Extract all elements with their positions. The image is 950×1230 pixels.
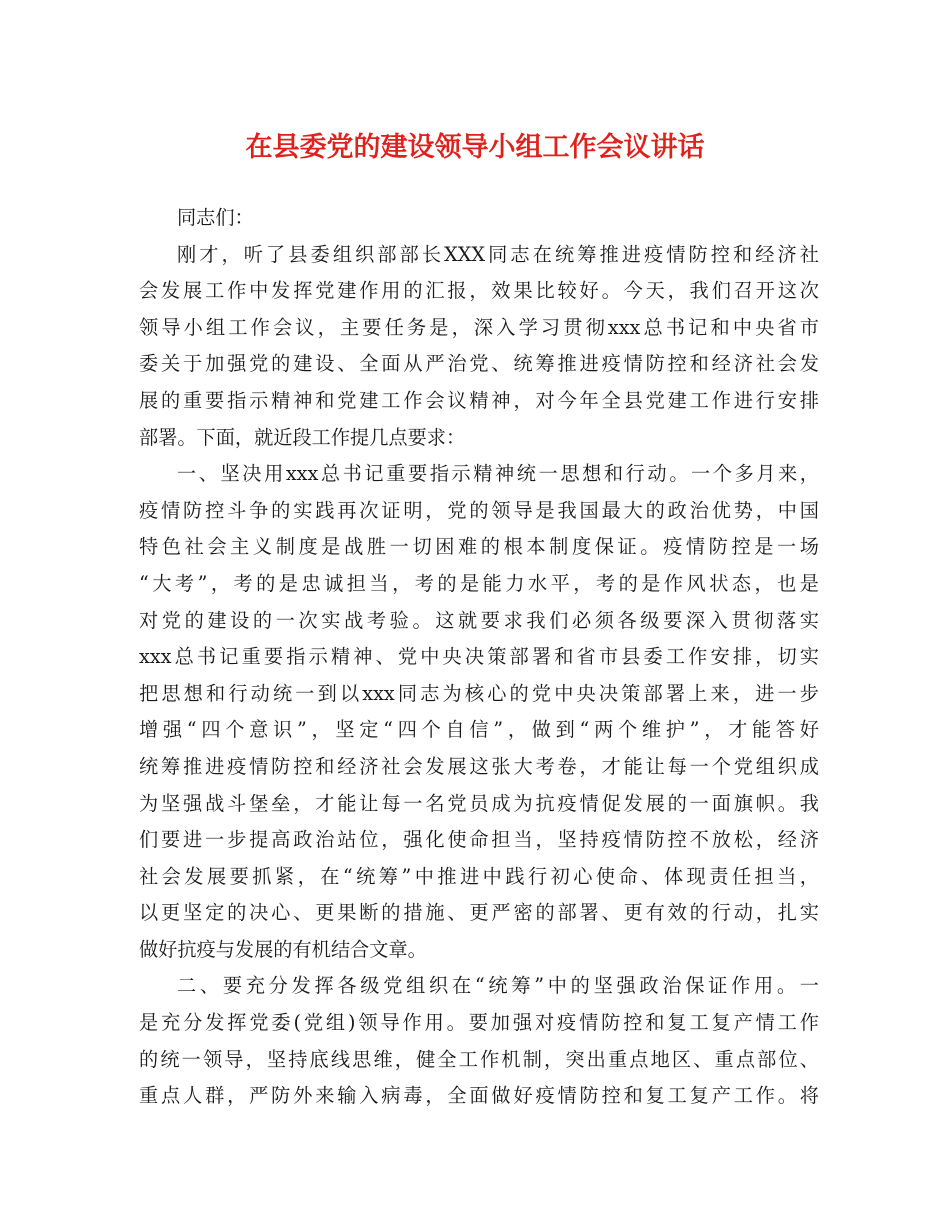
body-line: 增强“四个意识”，坚定“四个自信”，做到“两个维护”，才能答好 — [139, 718, 819, 742]
document-body — [139, 200, 819, 1115]
body-line: 一、坚决用xxx总书记重要指示精神统一思想和行动。一个多月来， — [177, 462, 819, 486]
body-line: “大考”，考的是忠诚担当，考的是能力水平，考的是作风状态，也是 — [139, 571, 819, 595]
body-line: 重点人群，严防外来输入病毒，全面做好疫情防控和复工复产工作。将 — [139, 1084, 819, 1108]
body-line: 做好抗疫与发展的有机结合文章。 — [139, 937, 427, 961]
body-line: 们要进一步提高政治站位，强化使命担当，坚持疫情防控不放松，经济 — [139, 828, 819, 852]
body-line: 疫情防控斗争的实践再次证明，党的领导是我国最大的政治优势，中国 — [139, 498, 819, 522]
body-line: 二、要充分发挥各级党组织在“统筹”中的坚强政治保证作用。一 — [177, 974, 819, 998]
body-line: 部署。下面，就近段工作提几点要求： — [139, 425, 466, 449]
body-line: 社会发展要抓紧，在“统筹”中推进中践行初心使命、体现责任担当， — [139, 864, 819, 888]
document-title: 在县委党的建设领导小组工作会议讲话 — [245, 132, 705, 163]
body-line: 委关于加强党的建设、全面从严治党、统筹推进疫情防控和经济社会发 — [139, 352, 819, 376]
body-line: 的统一领导，坚持底线思维，健全工作机制，突出重点地区、重点部位、 — [139, 1047, 819, 1071]
body-line: 为坚强战斗堡垒，才能让每一名党员成为抗疫情促发展的一面旗帜。我 — [139, 791, 819, 815]
body-line: 以更坚定的决心、更果断的措施、更严密的部署、更有效的行动，扎实 — [139, 901, 819, 925]
body-line: 展的重要指示精神和党建工作会议精神，对今年全县党建工作进行安排 — [139, 388, 819, 412]
body-line: 同志们： — [177, 206, 254, 229]
body-line: 会发展工作中发挥党建作用的汇报，效果比较好。今天，我们召开这次 — [139, 279, 819, 303]
body-line: 统筹推进疫情防控和经济社会发展这张大考卷，才能让每一个党组织成 — [139, 754, 819, 778]
body-line: 领导小组工作会议，主要任务是，深入学习贯彻xxx总书记和中央省市 — [139, 315, 819, 339]
body-line: 对党的建设的一次实战考验。这就要求我们必须各级要深入贯彻落实 — [139, 608, 819, 632]
body-line: 是充分发挥党委(党组)领导作用。要加强对疫情防控和复工复产情工作 — [139, 1011, 819, 1035]
body-line: xxx总书记重要指示精神、党中央决策部署和省市县委工作安排，切实 — [139, 645, 819, 669]
body-line: 特色社会主义制度是战胜一切困难的根本制度保证。疫情防控是一场 — [139, 535, 819, 559]
body-line: 把思想和行动统一到以xxx同志为核心的党中央决策部署上来，进一步 — [139, 681, 819, 705]
body-line: 刚才，听了县委组织部部长XXX同志在统筹推进疫情防控和经济社 — [177, 242, 819, 266]
